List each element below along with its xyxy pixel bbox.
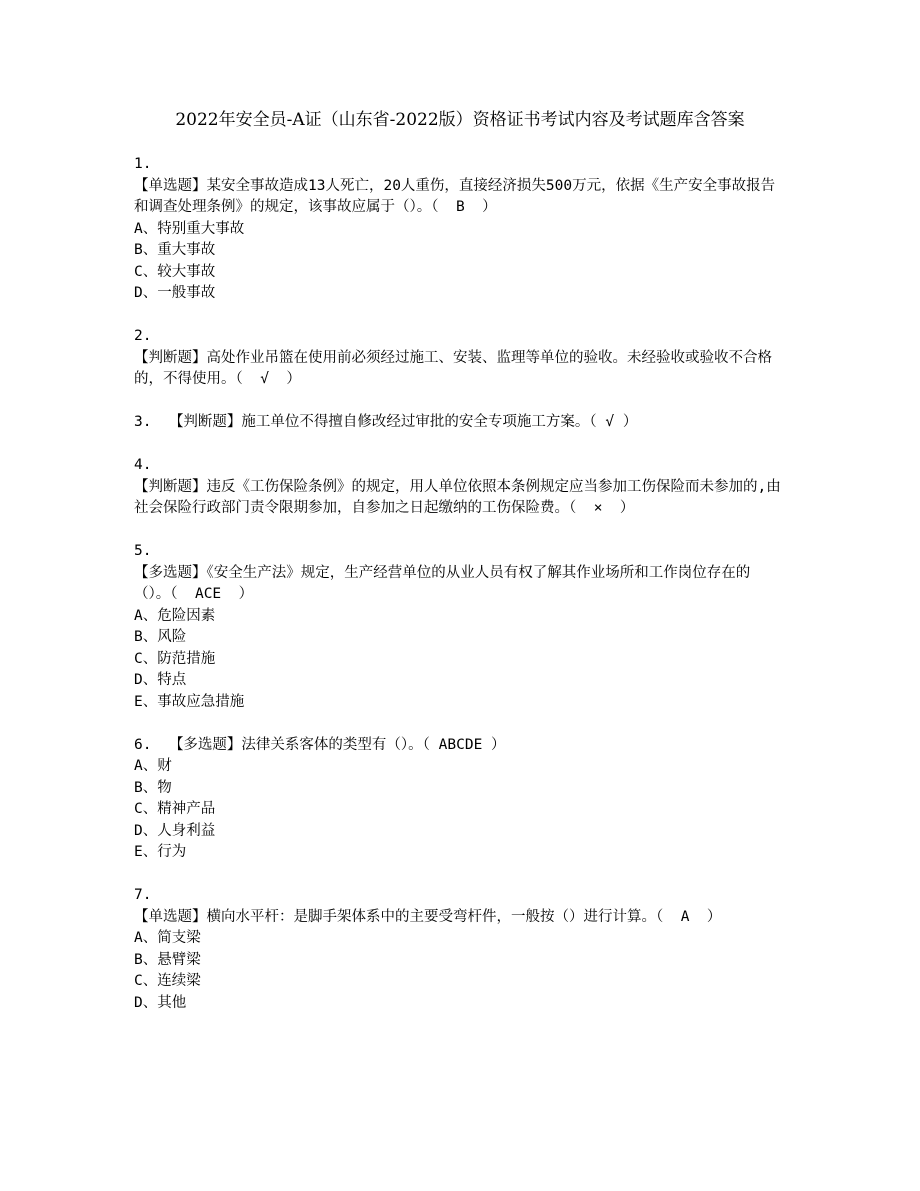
option-item [134, 971, 784, 993]
option-letter: B 、 [134, 242, 157, 258]
option-list [134, 219, 784, 305]
question-text: 【多选题】法律关系客体的类型有（）。（ ABCDE ） [168, 736, 506, 753]
option-list [134, 606, 784, 714]
option-text: 事故应急措施 [157, 693, 245, 710]
option-letter: B 、 [134, 780, 157, 796]
question-6 [134, 735, 784, 864]
option-letter: E 、 [134, 694, 157, 710]
question-number: 1. [134, 156, 152, 172]
option-item [134, 649, 784, 671]
option-text: 其他 [157, 994, 187, 1011]
option-item [134, 778, 784, 800]
option-item [134, 799, 784, 821]
question-number: 3. [134, 414, 152, 430]
option-letter: B 、 [134, 952, 157, 968]
option-text: 悬臂梁 [157, 951, 201, 968]
option-item [134, 670, 784, 692]
option-letter: C 、 [134, 651, 157, 667]
option-text: 风险 [157, 629, 187, 645]
option-text: 防范措施 [157, 650, 216, 667]
option-text: 特点 [157, 672, 187, 688]
option-letter: B 、 [134, 629, 157, 645]
question-5 [134, 541, 784, 713]
option-text: 精神产品 [157, 801, 216, 817]
question-number: 7. [134, 887, 152, 903]
option-letter: A 、 [134, 608, 157, 624]
option-item [134, 606, 784, 628]
option-letter: C 、 [134, 801, 157, 817]
option-text: 简支梁 [157, 930, 201, 946]
option-item [134, 240, 784, 262]
question-list [134, 154, 784, 1036]
option-text: 危险因素 [157, 607, 216, 624]
option-text: 行为 [157, 844, 187, 860]
option-item [134, 950, 784, 972]
option-letter: A 、 [134, 221, 157, 237]
option-letter: D 、 [134, 285, 157, 301]
option-text: 财 [157, 758, 172, 774]
option-letter: D 、 [134, 823, 157, 839]
question-text: 【多选题】《安全生产法》规定，生产经营单位的从业人员有权了解其作业场所和工作岗位存在的（）。（ ACE ） [134, 564, 751, 602]
option-letter: C 、 [134, 264, 157, 280]
question-text: 【判断题】高处作业吊篮在使用前必须经过施工、安装、监理等单位的验收。未经验收或验收不合格的，不得使用。（ √ ） [134, 349, 772, 387]
question-text: 【判断题】施工单位不得擅自修改经过审批的安全专项施工方案。（ √ ） [168, 414, 638, 430]
option-item [134, 627, 784, 649]
option-item [134, 993, 784, 1015]
page-title: 2022年安全员-A证（山东省-2022版）资格证书考试内容及考试题库含答案 [175, 110, 745, 130]
option-item [134, 283, 784, 305]
option-letter: A 、 [134, 930, 157, 946]
option-text: 特别重大事故 [157, 220, 245, 237]
question-text: 【单选题】横向水平杆：是脚手架体系中的主要受弯杆件，一般按（）进行计算。（ A ） [134, 908, 722, 925]
option-letter: A 、 [134, 758, 157, 774]
option-item [134, 928, 784, 950]
question-3 [134, 412, 784, 434]
question-number: 6. [134, 736, 152, 753]
option-letter: D 、 [134, 995, 157, 1011]
option-text: 重大事故 [157, 242, 216, 258]
option-item [134, 262, 784, 284]
question-1 [134, 154, 784, 305]
question-number: 2. [134, 328, 152, 344]
option-item [134, 219, 784, 241]
option-text: 人身利益 [157, 822, 216, 839]
question-number: 4. [134, 457, 152, 473]
option-list [134, 756, 784, 864]
option-text: 物 [157, 779, 172, 796]
question-4 [134, 455, 784, 520]
option-letter: E 、 [134, 844, 157, 860]
option-list [134, 928, 784, 1014]
option-item [134, 842, 784, 864]
option-letter: C 、 [134, 973, 157, 989]
question-2 [134, 326, 784, 391]
option-text: 连续梁 [157, 973, 201, 989]
option-item [134, 821, 784, 843]
option-text: 较大事故 [157, 263, 216, 280]
option-item [134, 692, 784, 714]
question-text: 【判断题】违反《工伤保险条例》的规定，用人单位依照本条例规定应当参加工伤保险而未参加的,由社会保险行政部门责令限期参加，自参加之日起缴纳的工伤保险费。（ × ） [134, 478, 781, 516]
option-text: 一般事故 [157, 285, 216, 301]
option-letter: D 、 [134, 672, 157, 688]
question-7 [134, 885, 784, 1014]
question-number: 5. [134, 543, 152, 559]
option-item [134, 756, 784, 778]
question-text: 【单选题】某安全事故造成13人死亡，20人重伤，直接经济损失500万元，依据《生产安全事故报告和调查处理条例》的规定，该事故应属于（）。（ B ） [134, 177, 776, 215]
